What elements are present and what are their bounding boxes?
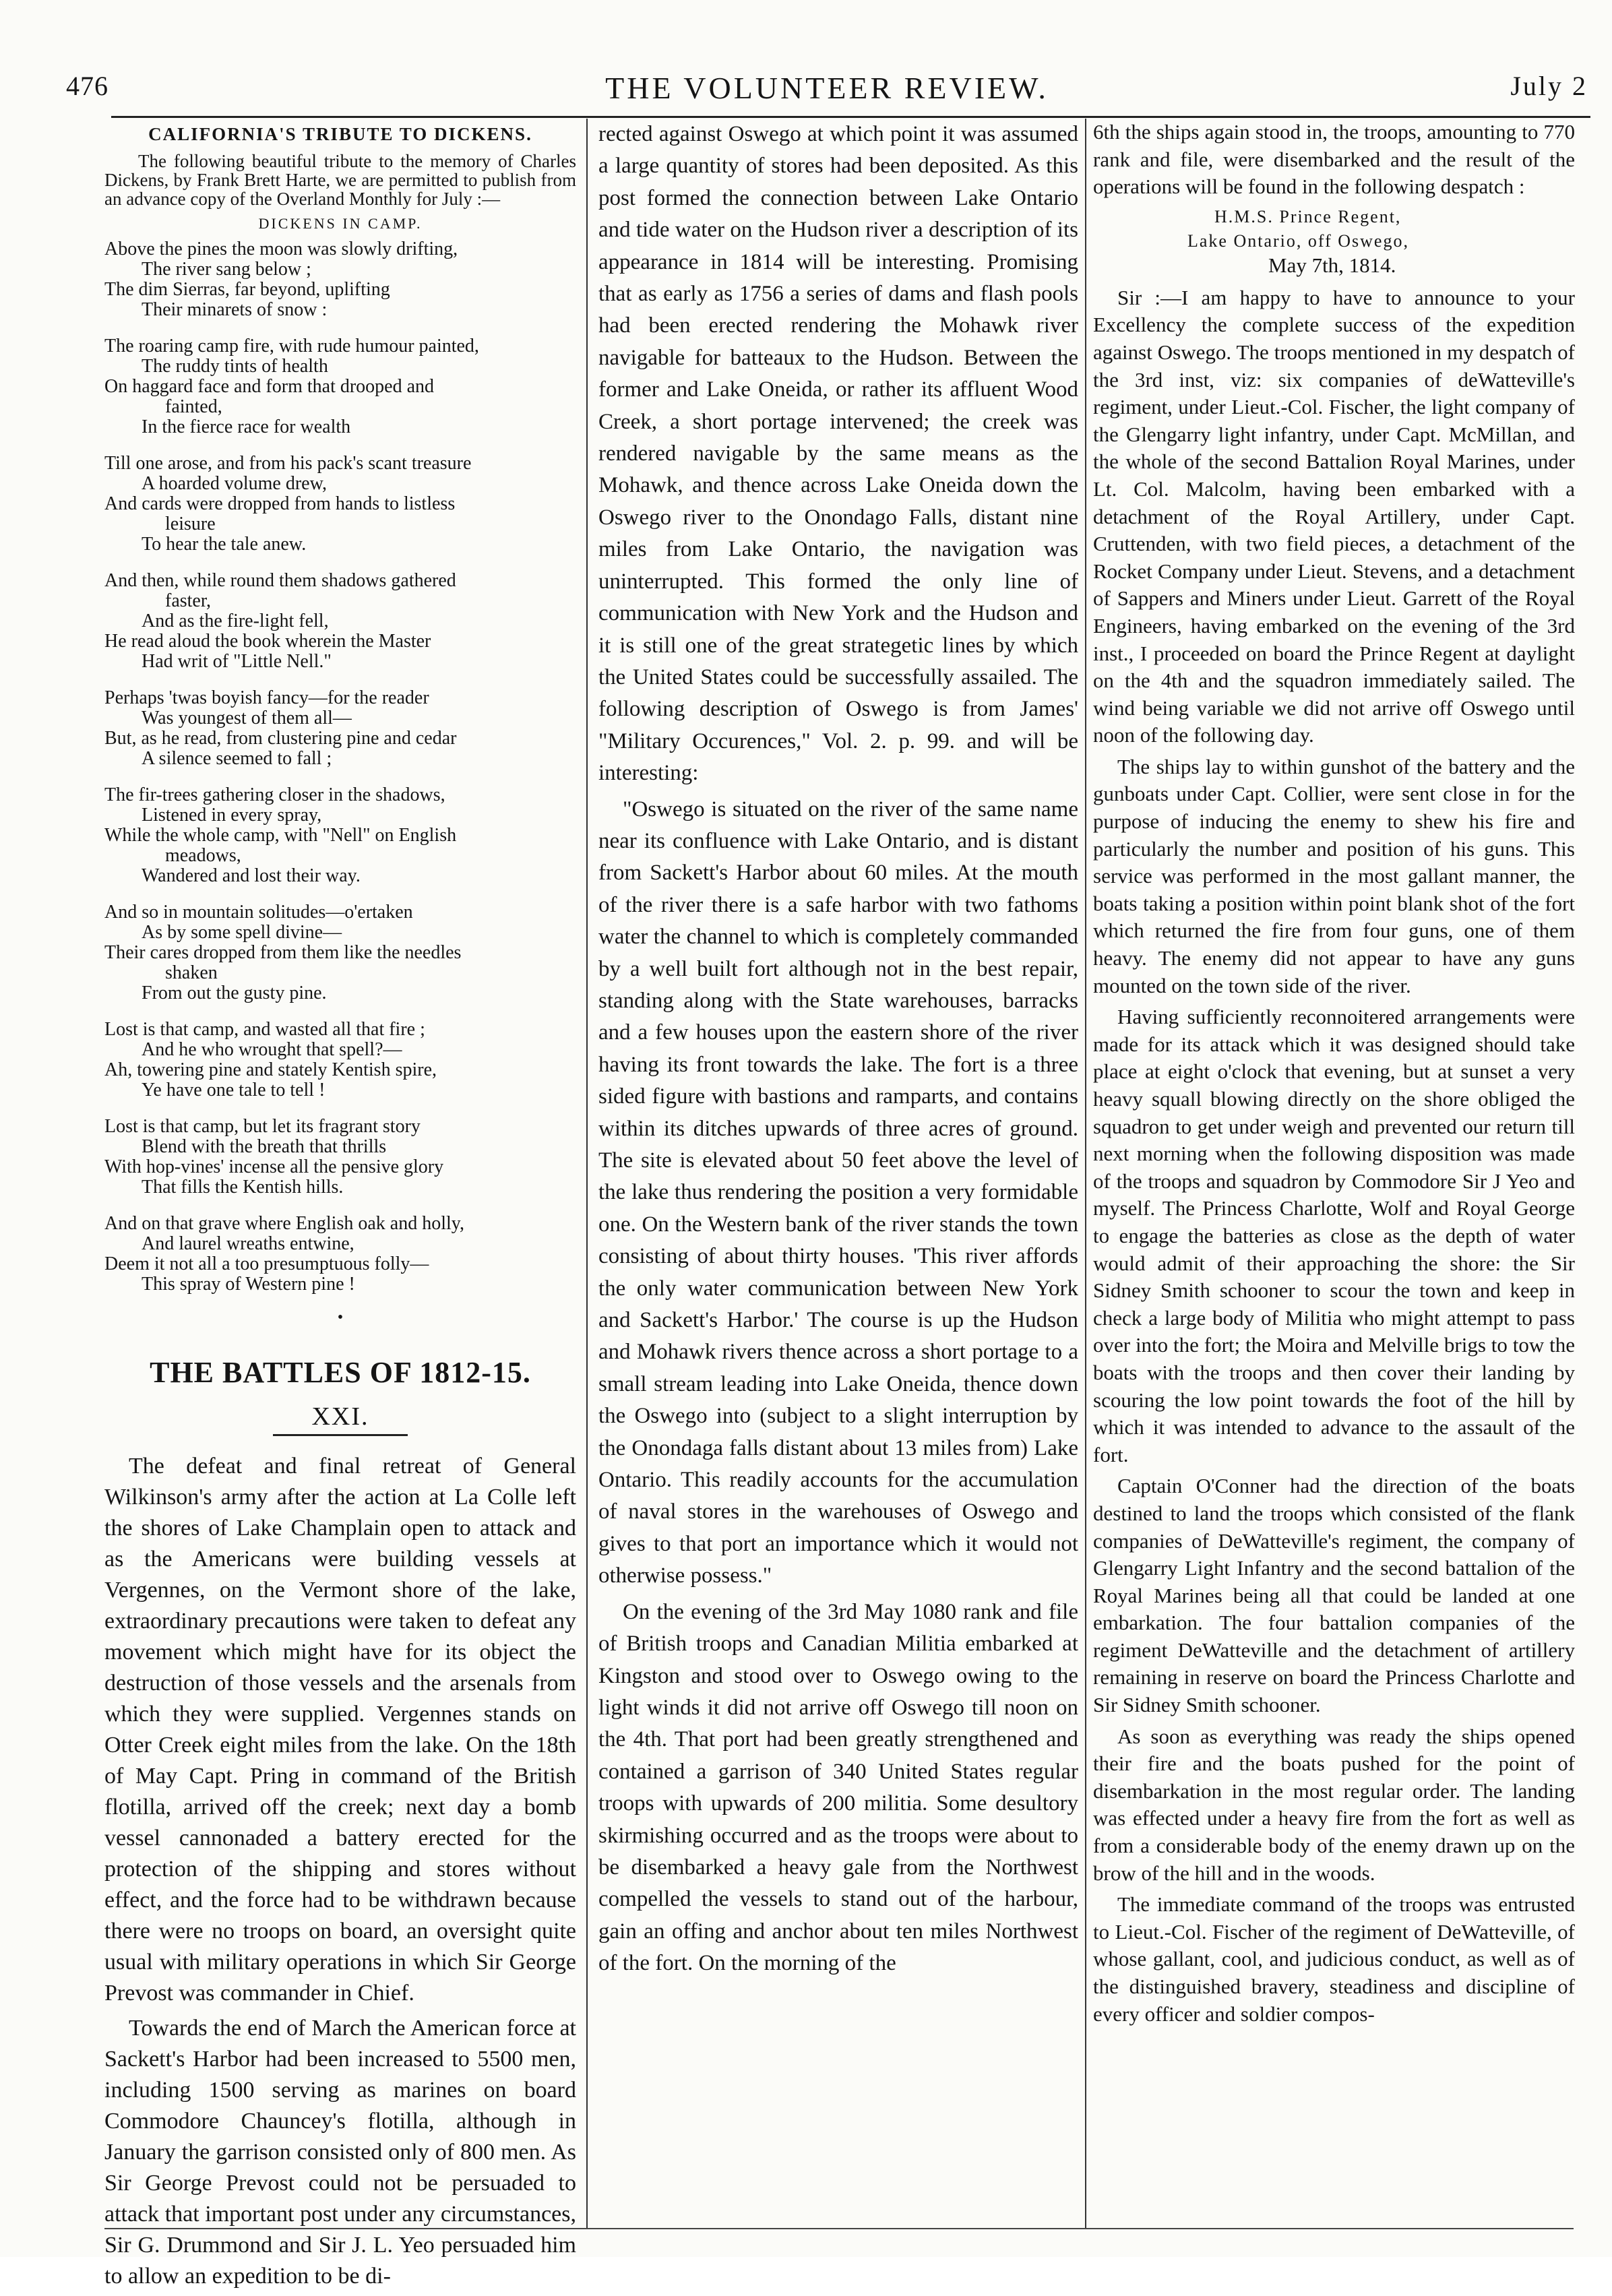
poem-stanza	[104, 688, 576, 769]
poem-line: Lost is that camp, and wasted all that fire ;	[104, 1020, 425, 1040]
poem-line: But, as he read, from clustering pine and cedar	[104, 728, 457, 749]
poem-line: That fills the Kentish hills.	[142, 1177, 344, 1198]
poem-line: With hop-vines' incense all the pensive glory	[104, 1157, 444, 1177]
poem-line: From out the gusty pine.	[142, 983, 327, 1003]
column-1	[104, 119, 576, 2296]
article-paragraph: Towards the end of March the American force at Sackett's Harbor had been increased to 5500 men, including 1500 serving as marines on board Commodore Chauncey's flotilla, although in January the garrison consisted only of 800 men. As Sir George Prevost could not be persuaded to attack that important post under any circumstances, Sir G. Drummond and Sir J. L. Yeo persuaded him to allow an expedition to be di-	[104, 2016, 576, 2289]
article-title: THE BATTLES OF 1812-15.	[150, 1356, 531, 1389]
poem-line: Was youngest of them all—	[142, 708, 352, 728]
dispatch-date: May 7th, 1814.	[1268, 253, 1396, 277]
poem-line: As by some spell divine—	[142, 923, 342, 943]
article-paragraph: As soon as everything was ready the ships opened their fire and the boats pushed for the point of disembarkation in the most regular order. The landing was effected under a heavy fire from the fort as well as from a considerable body of the enemy drawn up on the brow of the hill and in the woods.	[1093, 1724, 1575, 1885]
issue-date: July 2	[1510, 71, 1588, 101]
article-paragraph: On the evening of the 3rd May 1080 rank and file of British troops and Canadian Militia embarked at Kingston and stood over to Oswego owing to the light winds it did not arrive off Oswego till noon on the 4th. That port had been greatly strengthened and contained a garrison of 340 United States regular troops with upwards of 200 militia. Some desultory skirmishing occurred and as the troops were about to be disembarked a heavy gale from the Northwest compelled the vessels to stand out of the harbour, gain an offing and anchor about ten miles Northwest of the fort. On the morning of the	[598, 1599, 1078, 1976]
article-number-rule	[273, 1434, 408, 1436]
poem-line: A silence seemed to fall ;	[142, 749, 332, 769]
article-paragraph: The defeat and final retreat of General Wilkinson's army after the action at La Colle left the shores of Lake Champlain open to attack and as the Americans were building vessels at Vergennes, on the Vermont shore of the lake, extraordinary precautions were taken to defeat any movement which might have for its object the destruction of those vessels and the arsenals from which they were supplied. Vergennes stands on Otter Creek eight miles from the lake. On the 18th of May Capt. Pring in command of the British flotilla, arrived off the creek; next day a bomb vessel cannonaded a battery erected for the protection of the shipping and stores without effect, and the force had to be withdrawn because there were no troops on board, an oversight quite usual with military operations in which Sir George Prevost was commander in Chief.	[104, 1454, 576, 2006]
separator-dot: •	[337, 1309, 344, 1326]
poem-line: Till one arose, and from his pack's scant treasure	[104, 454, 472, 474]
poem-line: And cards were dropped from hands to listless	[104, 494, 456, 514]
poem-line: The roaring camp fire, with rude humour painted,	[104, 336, 479, 356]
poem-line: To hear the tale anew.	[142, 534, 307, 555]
page-header	[66, 70, 1588, 111]
column-3	[1093, 119, 1575, 2032]
poem-line: Their minarets of snow :	[142, 300, 328, 320]
poem-line: Their cares dropped from them like the needles	[104, 943, 462, 963]
poem-line: Ah, towering pine and stately Kentish spire,	[104, 1060, 437, 1080]
poem-stanza	[104, 1020, 576, 1100]
article-number: XXI.	[311, 1402, 369, 1431]
poem-stanza	[104, 454, 576, 555]
article-paragraph: The ships lay to within gunshot of the battery and the gunboats under Capt. Collier, were sent close in for the purpose of inducing the enemy to shew his fire and particularly the number and position of his guns. This service was performed in the most gallant manner, the boats taking a position within point blank shot of the fort which returned the fire from four guns, one of them heavy. The enemy did not appear to have any guns mounted on the town side of the river.	[1093, 754, 1575, 997]
poem-subtitle: DICKENS IN CAMP.	[258, 215, 423, 232]
poem-line: And on that grave where English oak and holly,	[104, 1214, 464, 1234]
poem-line: Wandered and lost their way.	[142, 866, 361, 886]
poem-line: fainted,	[165, 397, 222, 417]
dispatch-heading	[1093, 205, 1575, 278]
poem-line: Blend with the breath that thrills	[142, 1137, 387, 1157]
poem-line: In the fierce race for wealth	[142, 417, 351, 437]
header-rule	[111, 116, 1590, 118]
article-paragraph: Having sufficiently reconnoitered arrangements were made for its attack which it was designed should take place at eight o'clock that evening, but at sunset a very heavy squall blowing directly on the shore obliged the squadron to get under weigh and prevented our return till next morning when the following disposition was made of the troops and squadron by Commodore Sir J Yeo and myself. The Princess Charlotte, Wolf and Royal George to engage the batteries as close as the depth of water would admit of their approaching the shore: the Sir Sidney Smith schooner to scour the town and keep in check a large body of Militia who might attempt to pass over into the fort; the Moira and Melville brigs to tow the boats with the troops and then cover their landing by scouring the low point towards the foot of the hill by which it was intended to advance to the assault of the fort.	[1093, 1005, 1575, 1466]
poem-body	[104, 239, 576, 1295]
poem-line: And as the fire-light fell,	[142, 611, 329, 631]
poem-line: meadows,	[165, 846, 241, 866]
poem-line: Listened in every spray,	[142, 805, 322, 826]
poem-line: shaken	[165, 963, 218, 983]
column-3-body	[1093, 284, 1575, 2028]
poem-line: He read aloud the book wherein the Master	[104, 631, 431, 652]
poem-line: The dim Sierras, far beyond, uplifting	[104, 280, 390, 300]
poem-line: While the whole camp, with "Nell" on English	[104, 826, 457, 846]
page-number: 476	[66, 71, 108, 101]
column-2	[598, 119, 1078, 1984]
column-1-body	[104, 1451, 576, 2292]
poem-line: Ye have one tale to tell !	[142, 1080, 326, 1100]
poem-line: The ruddy tints of health	[142, 356, 328, 377]
article-paragraph: Captain O'Conner had the direction of the boats destined to land the troops which consisted of the flank companies of DeWatteville's regiment, the company of Glengarry Light Infantry and the second battalion of the Royal Marines being all that could be landed at one embarkation. The four battalion companies of the regiment DeWatteville and the detachment of artillery remaining in reserve on board the Princess Charlotte and Sir Sidney Smith schooner.	[1093, 1474, 1575, 1717]
poem-line: And he who wrought that spell?—	[142, 1040, 402, 1060]
poem-line: Had writ of "Little Nell."	[142, 652, 332, 672]
poem-line: The fir-trees gathering closer in the shadows,	[104, 785, 445, 805]
poem-stanza	[104, 1117, 576, 1198]
poem-line: This spray of Western pine !	[142, 1274, 355, 1295]
poem-intro: The following beautiful tribute to the memory of Charles Dickens, by Frank Brett Harte, we are permitted to publish from an advance copy of the Overland Monthly for July :—	[104, 151, 576, 209]
column-divider	[1085, 119, 1086, 2228]
poem-line: The river sang below ;	[142, 259, 311, 280]
poem-stanza	[104, 1214, 576, 1295]
poem-line: Above the pines the moon was slowly drifting,	[104, 239, 458, 259]
poem-line: A hoarded volume drew,	[142, 474, 327, 494]
footer-rule	[104, 2228, 1574, 2229]
poem-line: And so in mountain solitudes—o'ertaken	[104, 902, 413, 923]
masthead-title: THE VOLUNTEER REVIEW.	[605, 71, 1049, 105]
article-paragraph: The immediate command of the troops was entrusted to Lieut.-Col. Fischer of the regiment of DeWatteville, of whose gallant, cool, and judicious conduct, as well as of the distinguished bravery, steadiness and discipline of every officer and soldier compos-	[1093, 1892, 1575, 2026]
poem-line: Perhaps 'twas boyish fancy—for the reader	[104, 688, 429, 708]
poem-line: Lost is that camp, but let its fragrant story	[104, 1117, 421, 1137]
poem-stanza	[104, 239, 576, 320]
dispatch-ship: H.M.S. Prince Regent,	[1214, 206, 1402, 226]
poem-stanza	[104, 785, 576, 886]
dispatch-location: Lake Ontario, off Oswego,	[1187, 230, 1409, 251]
column-divider	[586, 119, 588, 2228]
poem-stanza	[104, 571, 576, 672]
poem-line: Deem it not all a too presumptuous folly—	[104, 1254, 429, 1274]
article-paragraph: "Oswego is situated on the river of the same name near its confluence with Lake Ontario, and is distant from Sackett's Harbor about 60 miles. At the mouth of the river there is a safe harbor with two fathoms water the channel to which is completely commanded by a well built fort although not in the best repair, standing along with the State warehouses, barracks and a few houses upon the eastern shore of the river having its front towards the lake. The fort is a three sided figure with bastions and ramparts, and contains within its ditches upwards of three acres of ground. The site is elevated about 50 feet above the level of the lake thus rendering the position a very formidable one. On the Western bank of the river stands the town consisting of about thirty houses. 'This river affords the only water communication between New York and Sackett's Harbor.' The course is up the Hudson and Mohawk rivers thence across a short portage to a small stream leading into Lake Oneida, thence down the Oswego into (subject to a slight interruption by the Onondaga falls distant about 13 miles from) Lake Ontario. This readily accounts for the accumulation of naval stores in the warehouses of Oswego and gives to that port an importance which it would not otherwise possess."	[598, 797, 1078, 1588]
article-paragraph: rected against Oswego at which point it was assumed a large quantity of stores had been deposited. As this post formed the connection between Lake Ontario and tide water on the Hudson river a description of its appearance in 1814 will be interesting. Promising that as early as 1756 a series of dams and flash pools had been erected rendering the Mohawk river navigable for batteaux to the Hudson. Between the former and Lake Oneida, or rather its affluent Wood Creek, a short portage intervened; the creek was rendered navigable by the same means as the Mohawk, and thence across Lake Oneida down the Oswego river to the Onondago Falls, distant nine miles from Lake Ontario, the navigation was uninterrupted. This formed the only line of communication with New York and the Hudson and it is still one of the great strategetic lines by which the United States could be successfully assailed. The following description of Oswego is from James' "Military Occurences," Vol. 2. p. 99. and will be interesting:	[598, 122, 1078, 786]
poem-stanza	[104, 336, 576, 437]
poem-line: And laurel wreaths entwine,	[142, 1234, 354, 1254]
column-3-intro: 6th the ships again stood in, the troops, amounting to 770 rank and file, were disembarked and the result of the operations will be found in the following despatch :	[1093, 120, 1575, 199]
column-2-body	[598, 119, 1078, 1980]
poem-line: leisure	[165, 514, 216, 534]
poem-line: On haggard face and form that drooped and	[104, 377, 435, 397]
poem-line: And then, while round them shadows gathered	[104, 571, 456, 591]
poem-line: faster,	[165, 591, 212, 611]
poem-stanza	[104, 902, 576, 1003]
article-paragraph: Sir :—I am happy to have to announce to your Excellency the complete success of the expedition against Oswego. The troops mentioned in my despatch of the 3rd inst, viz: six companies of deWatteville's regiment, under Lieut.-Col. Fischer, the light company of the Glengarry light infantry, under Capt. McMillan, and the whole of the second Battalion Royal Marines, under Lt. Col. Malcolm, having been embarked with a detachment of the Royal Artillery, under Capt. Cruttenden, with two field pieces, a detachment of the Rocket Company under Lieut. Stevens, and a detachment of Sappers and Miners under Lieut. Garrett of the Royal Engineers, having embarked on the evening of the 3rd inst., I proceeded on board the Prince Regent at daylight on the 4th and the squadron immediately sailed. The wind being variable we did not arrive off Oswego until noon of the following day.	[1093, 285, 1575, 747]
poem-title: CALIFORNIA'S TRIBUTE TO DICKENS.	[148, 124, 532, 144]
